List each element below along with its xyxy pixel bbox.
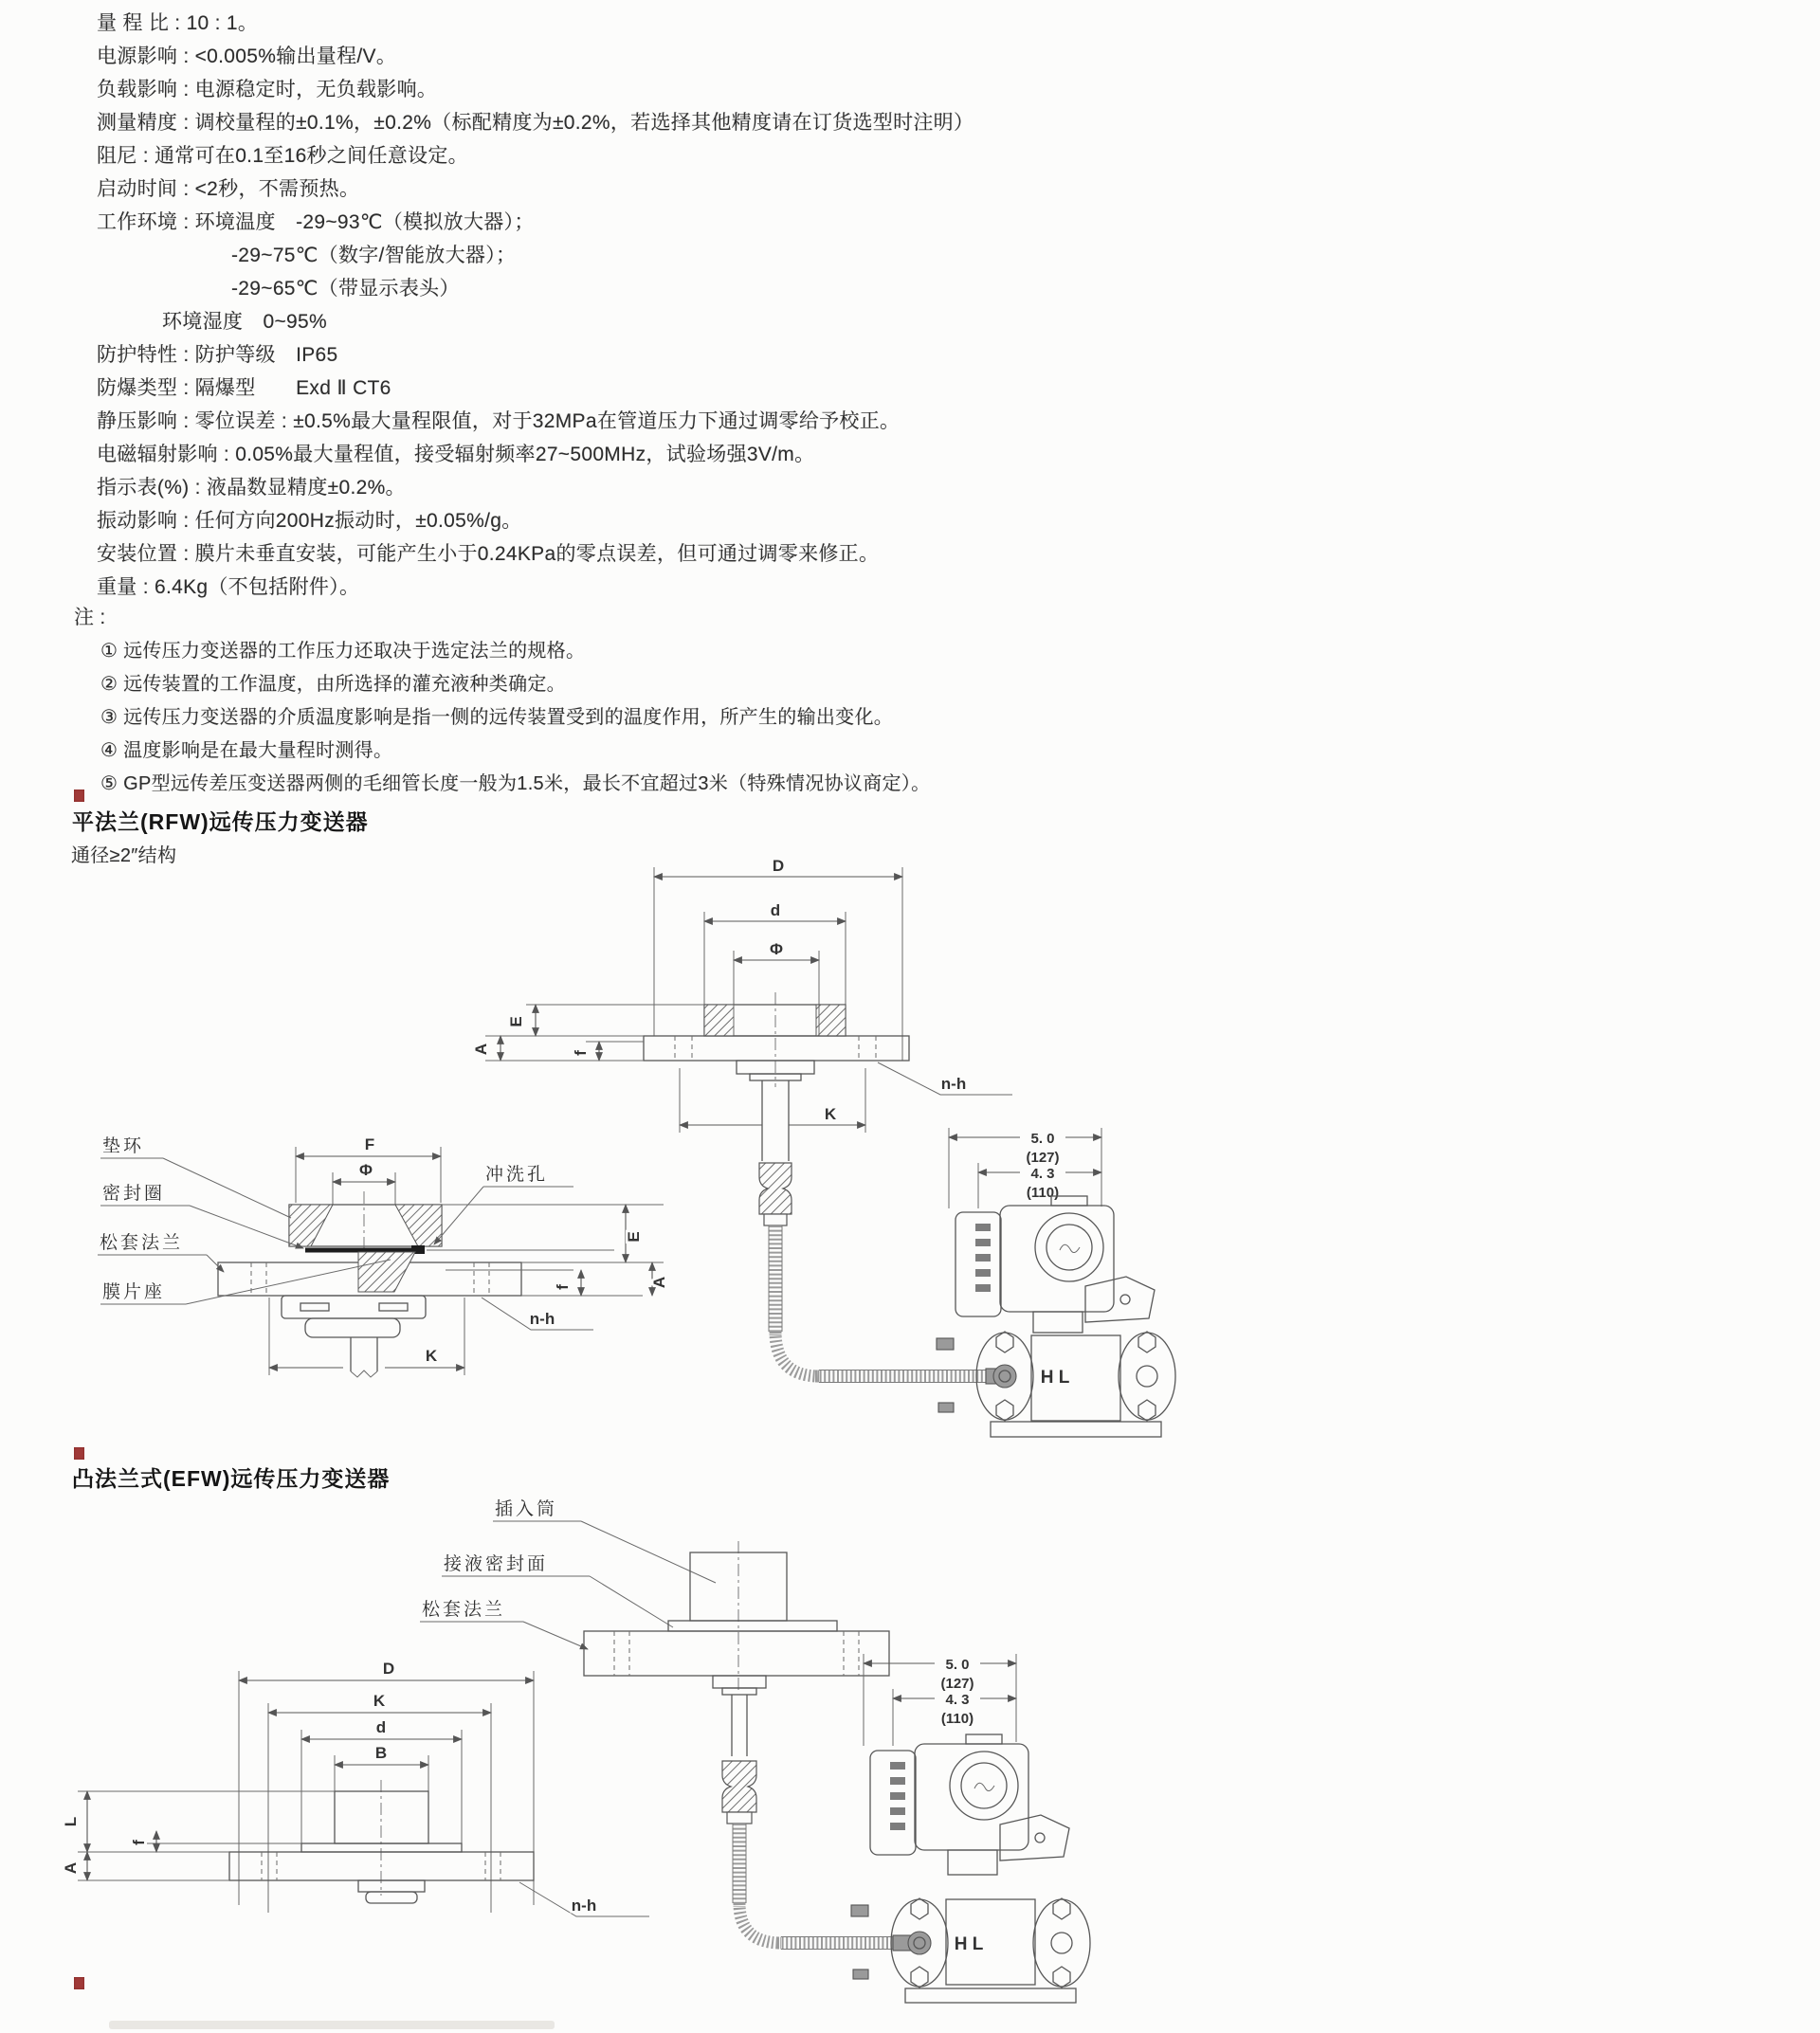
rfw-diagram	[57, 848, 1232, 1483]
rfw-top-flange-view	[472, 857, 1012, 1161]
dim-A: A	[62, 1861, 80, 1875]
note-item: ⑤ GP型远传差压变送器两侧的毛细管长度一般为1.5米，最长不宜超过3米（特殊情况协议商定）。	[100, 773, 931, 794]
label-loose-flange: 松套法兰	[422, 1600, 506, 1620]
section-marker-icon	[74, 1447, 84, 1460]
spec-line: 环境湿度 0~95%	[162, 311, 327, 333]
spec-line: 负载影响 : 电源稳定时，无负载影响。	[97, 79, 438, 100]
label-loose-flange: 松套法兰	[100, 1233, 184, 1253]
dim-E: E	[507, 1016, 525, 1027]
spec-line: 指示表(%) : 液晶数显精度±0.2%。	[97, 477, 406, 499]
transmitter-drawing	[851, 1654, 1090, 2003]
dim-width-inner-mm: (110)	[940, 1711, 974, 1727]
dim-D: D	[382, 1660, 395, 1678]
hl-port-label: H L	[954, 1934, 984, 1954]
note-item: ③ 远传压力变送器的介质温度影响是指一侧的远传装置受到的温度作用，所产生的输出变化。	[100, 707, 894, 728]
note-item: ② 远传装置的工作温度，由所选择的灌充液种类确定。	[100, 674, 566, 695]
label-seal-ring: 密封圈	[102, 1184, 166, 1204]
dim-n-h: n-h	[529, 1310, 555, 1328]
transmitter-drawing	[937, 1128, 1175, 1437]
spec-line: -29~65℃（带显示表头）	[231, 278, 460, 300]
section-marker-icon	[74, 1977, 84, 1989]
spec-line: 量 程 比 : 10 : 1。	[97, 12, 259, 34]
dim-A: A	[472, 1043, 490, 1056]
label-insert-tube: 插入筒	[495, 1499, 558, 1519]
capillary-tube	[722, 1761, 914, 1951]
dim-width-inner: 4. 3	[1030, 1166, 1055, 1182]
dim-A: A	[650, 1276, 668, 1289]
dim-E: E	[625, 1231, 643, 1243]
cropped-text-fragment	[109, 2021, 555, 2029]
efw-diagram	[57, 1488, 1232, 2033]
dim-K: K	[824, 1105, 837, 1123]
dim-L: L	[62, 1816, 80, 1827]
dim-phi: Φ	[359, 1161, 373, 1179]
dim-d: d	[375, 1718, 387, 1736]
section-title-rfw: 平法兰(RFW)远传压力变送器	[72, 809, 369, 834]
capillary-tube	[759, 1163, 1007, 1384]
notes-label: 注 :	[74, 607, 106, 628]
efw-flange-view	[62, 1660, 649, 1916]
spec-line: 阻尼 : 通常可在0.1至16秒之间任意设定。	[97, 145, 468, 167]
dim-B: B	[374, 1744, 388, 1762]
dim-K: K	[373, 1692, 386, 1710]
spec-line: 振动影响 : 任何方向200Hz振动时，±0.05%/g。	[97, 510, 522, 532]
label-wet-seal-face: 接液密封面	[444, 1554, 549, 1574]
dim-phi: Φ	[770, 940, 783, 958]
note-item: ④ 温度影响是在最大量程时测得。	[100, 740, 393, 761]
note-item: ① 远传压力变送器的工作压力还取决于选定法兰的规格。	[100, 641, 586, 662]
section-subtitle-rfw: 通径≥2″结构	[71, 845, 177, 866]
spec-line: 防护特性 : 防护等级 IP65	[97, 344, 338, 366]
label-diaphragm-seat: 膜片座	[102, 1282, 166, 1302]
dim-K: K	[425, 1347, 438, 1365]
dim-f: f	[572, 1050, 590, 1056]
dim-width-outer-mm: (127)	[940, 1676, 974, 1692]
spec-line: 防爆类型 : 隔爆型 Exd Ⅱ CT6	[97, 377, 391, 399]
spec-line: 静压影响 : 零位误差 : ±0.5%最大量程限值，对于32MPa在管道压力下通过调零给予校正。	[97, 410, 901, 432]
section-title-efw: 凸法兰式(EFW)远传压力变送器	[72, 1466, 391, 1491]
efw-labelled-view	[420, 1498, 889, 1756]
hl-port-label: H L	[1040, 1368, 1070, 1388]
dim-f: f	[130, 1840, 148, 1845]
dim-width-outer: 5. 0	[1030, 1131, 1055, 1147]
dim-D: D	[772, 857, 785, 875]
label-pad-ring: 垫环	[102, 1136, 145, 1156]
dim-d: d	[770, 901, 781, 919]
spec-line: 工作环境 : 环境温度 -29~93℃（模拟放大器）；	[97, 211, 535, 233]
dim-F: F	[364, 1135, 375, 1153]
dim-width-inner-mm: (110)	[1026, 1185, 1060, 1201]
label-flush-hole: 冲洗孔	[485, 1165, 549, 1185]
spec-line: 电源影响 : <0.005%输出量程/V。	[97, 45, 397, 67]
dim-f: f	[554, 1284, 572, 1290]
section-marker-icon	[74, 790, 84, 802]
spec-line: 重量 : 6.4Kg（不包括附件）。	[97, 576, 360, 598]
spec-line: 测量精度 : 调校量程的±0.1%，±0.2%（标配精度为±0.2%，若选择其他精度请在订货选型时注明）	[97, 112, 974, 134]
dim-width-inner: 4. 3	[945, 1692, 970, 1708]
dim-width-outer: 5. 0	[945, 1657, 970, 1673]
spec-line: -29~75℃（数字/智能放大器）；	[231, 245, 517, 266]
spec-line: 启动时间 : <2秒，不需预热。	[97, 178, 360, 200]
rfw-section-view	[98, 1135, 668, 1377]
spec-line: 电磁辐射影响 : 0.05%最大量程值，接受辐射频率27~500MHz，试验场强3V/m。	[97, 444, 815, 465]
dim-n-h: n-h	[940, 1075, 967, 1093]
dim-n-h: n-h	[571, 1897, 597, 1915]
dim-width-outer-mm: (127)	[1026, 1150, 1060, 1166]
spec-line: 安装位置 : 膜片未垂直安装，可能产生小于0.24KPa的零点误差，但可通过调零来修正。	[97, 543, 880, 565]
